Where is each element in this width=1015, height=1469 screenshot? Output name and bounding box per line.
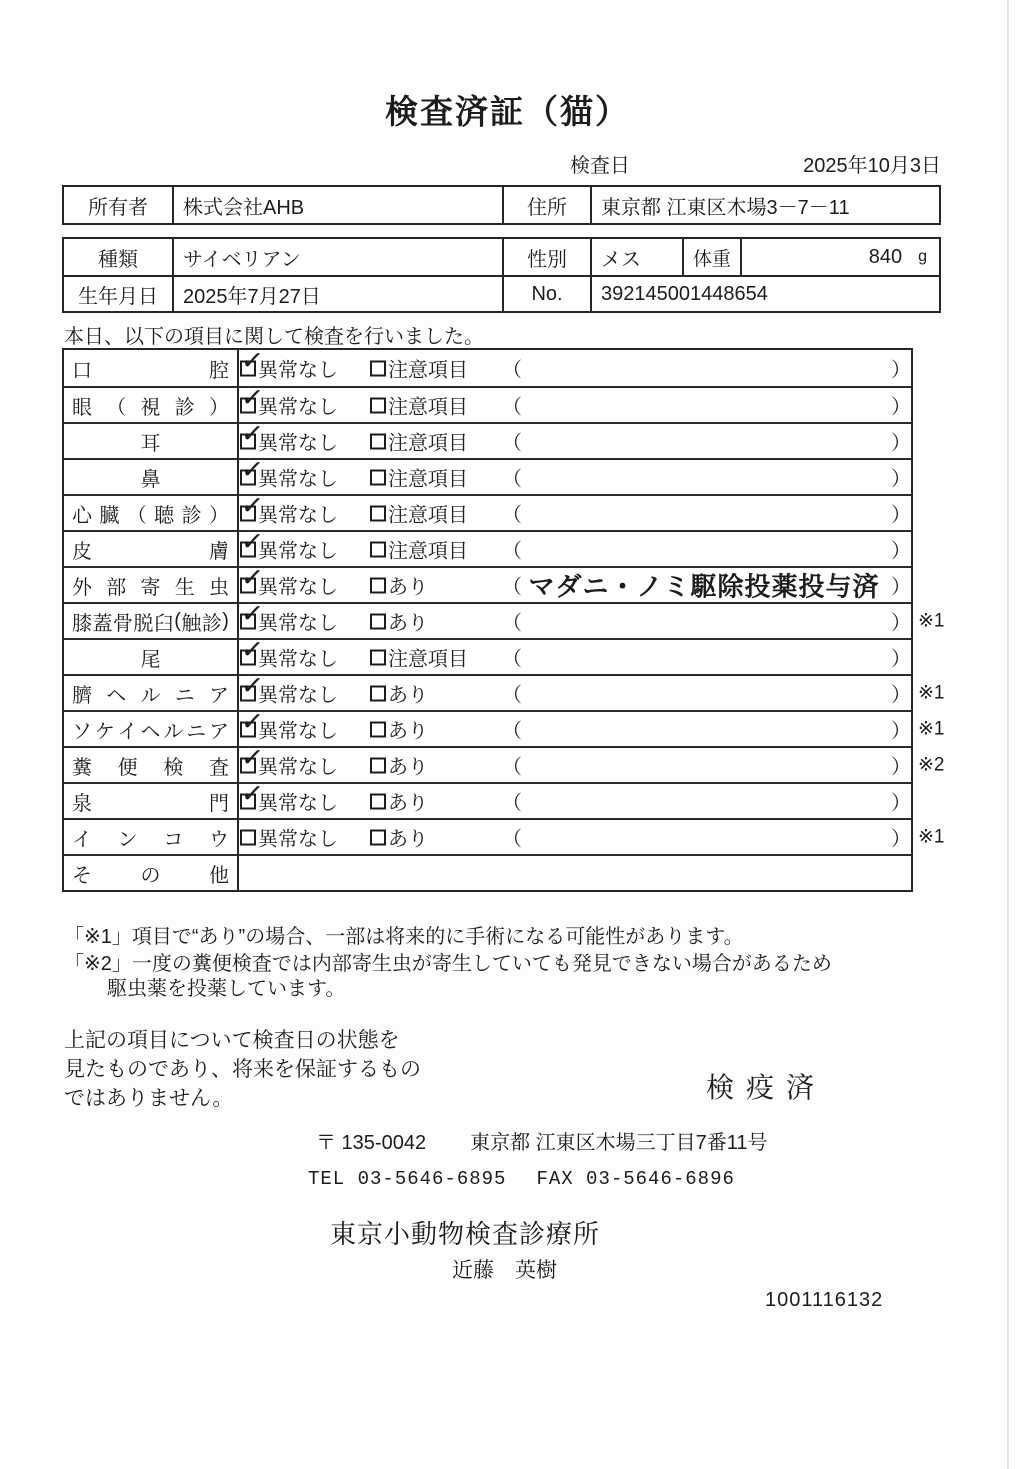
exam-row (64, 704, 945, 746)
exam-item-label-char: 蓋 (92, 612, 113, 635)
intro-text: 本日、以下の項目に関して検査を行いました。 (64, 326, 484, 348)
paren-open: （ (502, 756, 522, 779)
no-abnormality-checkbox (239, 452, 338, 492)
no-abnormality-checkbox (239, 488, 338, 528)
no-abnormality-checkbox-label: 異常なし (258, 432, 338, 455)
no-abnormality-checkbox-label: 異常なし (258, 828, 338, 851)
paren-close: ） (891, 432, 911, 455)
checkbox-icon (370, 613, 386, 629)
reference-mark: ※2 (918, 754, 945, 776)
paren-close: ） (891, 396, 911, 419)
exam-date-value: 2025年10月3日 (803, 155, 941, 177)
page-title: 検査済証（猫） (385, 93, 630, 130)
exam-item-label-char: 腔 (209, 359, 229, 382)
check-mark-icon: ✓ (239, 488, 266, 522)
exam-item-label-char: の (140, 864, 161, 887)
exam-item-label-char: 触 (181, 612, 202, 635)
exam-item-label-char: 査 (208, 756, 229, 779)
exam-item-label-char: ア (208, 720, 229, 743)
exam-item-label-char: ア (209, 684, 229, 707)
checkbox-icon (370, 757, 386, 773)
paren-close: ） (891, 792, 911, 815)
exam-item-label-char: （ (106, 396, 127, 419)
exam-row (64, 524, 911, 566)
paren-open: （ (502, 504, 522, 527)
reference-mark: ※1 (918, 826, 945, 848)
exam-item-label-char: 臼 (153, 612, 174, 635)
exam-item-label-char: ン (117, 828, 138, 851)
exam-item-label-char: 泉 (72, 792, 92, 815)
paren-close: ） (891, 828, 911, 851)
checkbox-icon (370, 685, 386, 701)
exam-row (64, 854, 911, 890)
exam-item-label (64, 532, 239, 566)
disclaimer-line: ではありません。 (64, 1087, 234, 1110)
exam-item-label: 鼻 (64, 460, 239, 494)
attention-checkbox-label: 注意項目 (388, 540, 468, 563)
reference-mark: ※1 (918, 718, 945, 740)
exam-item-label-char: 膝 (72, 612, 92, 635)
exam-row (64, 452, 911, 494)
checkbox-icon (239, 452, 266, 486)
exam-item-label-char: ウ (208, 828, 229, 851)
exam-item-label-char: 診 (201, 612, 222, 635)
no-abnormality-checkbox (239, 668, 338, 708)
exam-item-result (239, 560, 911, 602)
no-abnormality-checkbox (239, 740, 338, 780)
attention-checkbox (370, 499, 468, 528)
exam-row (64, 818, 945, 854)
checkbox-icon (239, 668, 266, 702)
exam-item-label-char: ケ (94, 720, 115, 743)
checkbox-icon (239, 488, 266, 522)
exam-item-label-char: 診 (181, 504, 202, 527)
paren-open: （ (502, 612, 522, 635)
attention-checkbox-label: あり (388, 792, 428, 815)
check-mark-icon: ✓ (239, 704, 266, 738)
checkbox-icon (370, 793, 386, 809)
exam-item-label-char: 糞 (72, 756, 92, 779)
clinic-tel: TEL 03-5646-6895 (308, 1168, 507, 1190)
exam-row (64, 596, 945, 638)
exam-item-result (239, 668, 945, 710)
exam-item-label (64, 856, 239, 890)
exam-item-label (64, 712, 239, 746)
exam-item-label-char: 寄 (140, 576, 161, 599)
registration-no-value: 392145001448654 (590, 277, 939, 311)
owner-value: 株式会社AHB (172, 187, 502, 223)
no-abnormality-checkbox (239, 704, 338, 744)
no-abnormality-checkbox-label: 異常なし (258, 359, 338, 382)
exam-item-label-char: 他 (209, 864, 229, 887)
weight-label: 体重 (682, 239, 740, 275)
attention-checkbox (370, 354, 468, 383)
exam-item-result (239, 524, 911, 566)
exam-row (64, 343, 911, 386)
weight-unit: g (918, 248, 927, 265)
exam-date-label: 検査日 (570, 155, 630, 177)
check-mark-icon: ✓ (239, 776, 266, 810)
check-mark-icon: ✓ (239, 343, 266, 377)
no-abnormality-checkbox-label: 異常なし (258, 396, 338, 419)
postal-code: 〒 135-0042 (316, 1132, 427, 1154)
exam-item-label: 尾 (64, 640, 239, 674)
no-abnormality-checkbox-label: 異常なし (258, 576, 338, 599)
exam-item-label-char: 脱 (133, 612, 154, 635)
veterinarian-name: 近藤 英樹 (452, 1259, 557, 1282)
no-abnormality-checkbox-label: 異常なし (258, 720, 338, 743)
attention-checkbox-label: あり (388, 612, 428, 635)
exam-item-label-char: 検 (163, 756, 184, 779)
no-abnormality-checkbox-label: 異常なし (258, 504, 338, 527)
no-abnormality-checkbox-label: 異常なし (258, 468, 338, 491)
exam-item-label (64, 784, 239, 818)
registration-no-label: No. (502, 277, 590, 311)
attention-checkbox (370, 427, 468, 456)
exam-row (64, 776, 911, 818)
checkbox-icon (370, 721, 386, 737)
checkbox-icon (370, 469, 386, 485)
paren-close: ） (891, 359, 911, 382)
breed-label: 種類 (98, 248, 138, 271)
no-abnormality-checkbox (240, 823, 338, 852)
checkbox-icon (370, 649, 386, 665)
attention-checkbox (370, 391, 468, 420)
exam-item-label-char: そ (72, 864, 92, 887)
checkbox-icon (370, 433, 386, 449)
checkbox-icon (370, 541, 386, 557)
exam-item-result (239, 704, 945, 746)
sex-value: メス (590, 239, 682, 275)
checkbox-icon (370, 505, 386, 521)
check-mark-icon: ✓ (239, 740, 266, 774)
reference-mark: ※1 (918, 610, 945, 632)
paren-close: ） (891, 612, 911, 635)
paren-close: ） (891, 720, 911, 743)
checkbox-icon (370, 577, 386, 593)
no-abnormality-checkbox-label: 異常なし (258, 792, 338, 815)
attention-checkbox (370, 715, 428, 744)
exam-row (64, 560, 911, 602)
attention-checkbox (370, 607, 428, 636)
scan-edge-artifact (1007, 0, 1009, 1469)
attention-checkbox-label: 注意項目 (388, 396, 468, 419)
check-mark-icon: ✓ (239, 380, 266, 414)
exam-item-label-char: ニ (174, 684, 195, 707)
owner-address-label: 住所 (502, 187, 590, 223)
exam-row (64, 416, 911, 458)
no-abnormality-checkbox (239, 343, 338, 383)
exam-item-label (64, 568, 239, 602)
birthdate-label: 生年月日 (78, 285, 158, 308)
exam-item-label-char: 生 (174, 576, 195, 599)
no-abnormality-checkbox (239, 560, 338, 600)
exam-item-label-char: 心 (72, 504, 92, 527)
attention-checkbox-label: 注意項目 (388, 648, 468, 671)
reference-mark: ※1 (918, 682, 945, 704)
no-abnormality-checkbox (239, 632, 338, 672)
checkbox-icon (370, 397, 386, 413)
no-abnormality-checkbox (239, 596, 338, 636)
exam-item-label-char: 眼 (72, 396, 92, 419)
exam-item-label (64, 820, 239, 854)
paren-open: （ (502, 396, 522, 419)
attention-checkbox-label: 注意項目 (388, 432, 468, 455)
exam-item-label-char: ） (209, 396, 229, 419)
checkbox-icon (239, 740, 266, 774)
exam-row (64, 632, 911, 674)
attention-checkbox (370, 643, 468, 672)
exam-item-result (239, 416, 911, 458)
birthdate-value: 2025年7月27日 (172, 277, 502, 311)
clinic-name: 東京小動物検査診療所 (330, 1219, 601, 1249)
check-mark-icon: ✓ (239, 668, 266, 702)
clinic-fax: FAX 03-5646-6896 (536, 1168, 735, 1190)
checkbox-icon (239, 704, 266, 738)
paren-close: ） (891, 468, 911, 491)
paren-open: （ (502, 576, 522, 599)
exam-item-result (239, 596, 945, 638)
checkbox-icon (239, 524, 266, 558)
exam-item-label-char: ル (163, 720, 184, 743)
footnote-line: 「※1」項目で“あり”の場合、一部は将来的に手術になる可能性があります。 (64, 926, 744, 948)
exam-row (64, 668, 945, 710)
attention-checkbox-label: あり (388, 720, 428, 743)
exam-item-label-char: ニ (186, 720, 207, 743)
attention-checkbox (370, 463, 468, 492)
exam-item-label-char: 聴 (154, 504, 175, 527)
checkbox-icon (239, 596, 266, 630)
footnote-line: 駆虫薬を投薬しています。 (107, 978, 346, 1000)
no-abnormality-checkbox-label: 異常なし (258, 648, 338, 671)
paren-close: ） (891, 504, 911, 527)
exam-item-label-char: 診 (174, 396, 195, 419)
exam-item-label (64, 350, 239, 386)
exam-item-label (64, 748, 239, 782)
exam-item-label-char: 膚 (209, 540, 229, 563)
exam-item-label-char: ヘ (140, 720, 161, 743)
paren-open: （ (502, 720, 522, 743)
check-mark-icon: ✓ (239, 452, 266, 486)
clinic-postal-line (316, 1126, 768, 1155)
no-abnormality-checkbox-label: 異常なし (258, 612, 338, 635)
paren-open: （ (502, 792, 522, 815)
owner-label: 所有者 (88, 196, 148, 219)
paren-open: （ (502, 468, 522, 491)
paren-close: ） (891, 684, 911, 707)
owner-row (64, 187, 939, 223)
exam-item-label: 耳 (64, 424, 239, 458)
exam-item-label-char: 便 (117, 756, 138, 779)
breed-value: サイベリアン (172, 239, 502, 275)
exam-item-label (64, 496, 239, 530)
paren-close: ） (891, 576, 911, 599)
attention-checkbox-label: あり (388, 684, 428, 707)
no-abnormality-checkbox-label: 異常なし (258, 684, 338, 707)
disclaimer-line: 見たものであり、将来を保証するもの (64, 1058, 421, 1081)
paren-open: （ (502, 540, 522, 563)
exam-item-label (64, 676, 239, 710)
paren-remark: マダニ・ノミ駆除投薬投与済 (528, 571, 880, 602)
exam-item-result (239, 380, 911, 422)
quarantine-stamp: 検疫済 (706, 1072, 827, 1103)
checkbox-icon (239, 560, 266, 594)
exam-item-label-char: ヘ (106, 684, 127, 707)
checkbox-icon (240, 829, 256, 845)
document-number: 1001116132 (765, 1289, 884, 1311)
paren-open: （ (502, 432, 522, 455)
paren-open: （ (502, 684, 522, 707)
exam-item-result (239, 776, 911, 818)
footnote-line: 「※2」一度の糞便検査では内部寄生虫が寄生していても発見できない場合があるため (64, 953, 832, 975)
exam-item-label-char: 外 (72, 576, 92, 599)
disclaimer-text (64, 1026, 421, 1113)
exam-item-label-char: コ (163, 828, 184, 851)
owner-table (62, 185, 941, 225)
exam-item-label-char: イ (117, 720, 138, 743)
exam-item-label-char: ) (222, 609, 229, 632)
exam-item-result (239, 343, 911, 386)
weight-value: 840 (868, 245, 903, 268)
exam-table (62, 343, 945, 892)
exam-item-label-char: 皮 (72, 540, 92, 563)
attention-checkbox (370, 535, 468, 564)
check-mark-icon: ✓ (239, 632, 266, 666)
exam-item-label (64, 604, 239, 638)
attention-checkbox (370, 571, 428, 600)
no-abnormality-checkbox (239, 416, 338, 456)
attention-checkbox-label: 注意項目 (388, 359, 468, 382)
exam-item-result (239, 452, 911, 494)
pet-info-row-1 (64, 239, 939, 275)
exam-item-label-char: ソ (72, 720, 92, 743)
check-mark-icon: ✓ (239, 524, 266, 558)
exam-item-result (239, 632, 911, 674)
exam-item-label-char: 臍 (72, 684, 92, 707)
no-abnormality-checkbox-label: 異常なし (258, 756, 338, 779)
attention-checkbox (370, 751, 428, 780)
sex-label: 性別 (502, 239, 590, 275)
paren-close: ） (891, 648, 911, 671)
disclaimer-line: 上記の項目について検査日の状態を (64, 1029, 400, 1052)
exam-item-label-char: 骨 (112, 612, 133, 635)
exam-item-result (239, 488, 911, 530)
checkbox-icon (239, 380, 266, 414)
exam-item-result (239, 820, 945, 854)
paren-close: ） (891, 756, 911, 779)
exam-item-label-char: 臓 (99, 504, 120, 527)
exam-item-label-char: ル (140, 684, 161, 707)
check-mark-icon: ✓ (239, 596, 266, 630)
attention-checkbox (370, 787, 428, 816)
attention-checkbox (370, 679, 428, 708)
no-abnormality-checkbox (239, 776, 338, 816)
paren-open: （ (502, 648, 522, 671)
weight-value-cell (740, 239, 939, 275)
exam-row (64, 380, 911, 422)
no-abnormality-checkbox (239, 524, 338, 564)
attention-checkbox-label: 注意項目 (388, 468, 468, 491)
check-mark-icon: ✓ (239, 416, 266, 450)
exam-item-label-char: 門 (209, 792, 229, 815)
checkbox-icon (239, 416, 266, 450)
checkbox-icon (370, 360, 386, 376)
attention-checkbox-label: 注意項目 (388, 504, 468, 527)
no-abnormality-checkbox (239, 380, 338, 420)
exam-item-label-char: （ (126, 504, 147, 527)
exam-item-label-char: ( (174, 609, 181, 632)
exam-date-row (570, 149, 941, 178)
exam-item-label-char: 口 (72, 359, 92, 382)
exam-item-label (64, 388, 239, 422)
owner-address-value: 東京都 江東区木場3－7－11 (590, 187, 939, 223)
checkbox-icon (239, 776, 266, 810)
exam-item-label-char: イ (72, 828, 92, 851)
check-mark-icon: ✓ (239, 560, 266, 594)
exam-item-label-char: 虫 (209, 576, 229, 599)
checkbox-icon (239, 632, 266, 666)
exam-item-label-char: ） (208, 504, 229, 527)
checkbox-icon (239, 343, 266, 377)
attention-checkbox-label: あり (388, 828, 428, 851)
clinic-contact-line (308, 1168, 735, 1190)
pet-info-row-2 (64, 275, 939, 311)
attention-checkbox-label: あり (388, 756, 428, 779)
attention-checkbox-label: あり (388, 576, 428, 599)
exam-item-label-char: 部 (106, 576, 127, 599)
paren-open: （ (502, 359, 522, 382)
paren-open: （ (502, 828, 522, 851)
clinic-address: 東京都 江東区木場三丁目7番11号 (470, 1132, 768, 1154)
pet-info-table (62, 237, 941, 313)
paren-close: ） (891, 540, 911, 563)
exam-item-result (239, 856, 911, 890)
exam-item-label-char: 視 (140, 396, 161, 419)
checkbox-icon (370, 829, 386, 845)
exam-item-result (239, 740, 945, 782)
exam-row (64, 488, 911, 530)
exam-row (64, 740, 945, 782)
no-abnormality-checkbox-label: 異常なし (258, 540, 338, 563)
attention-checkbox (370, 823, 428, 852)
